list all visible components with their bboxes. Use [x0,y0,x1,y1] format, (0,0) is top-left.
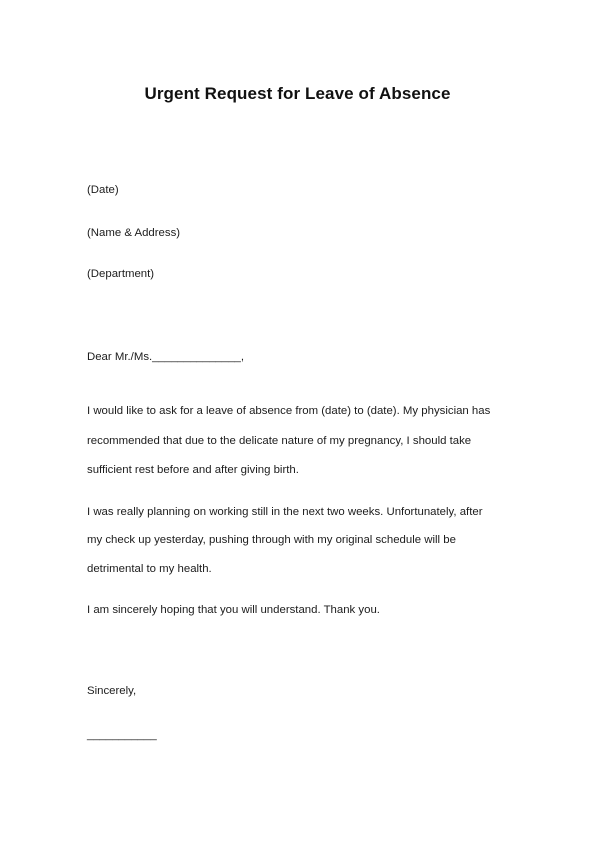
letter-title: Urgent Request for Leave of Absence [144,84,451,103]
signature-line: ___________ [87,729,157,741]
paragraph-3-line-1: I am sincerely hoping that you will understand. Thank you. [87,604,380,616]
paragraph-1-line-2: recommended that due to the delicate nature of my pregnancy, I should take [87,435,472,447]
paragraph-1-line-1: I would like to ask for a leave of absence from (date) to (date). My physician has [87,405,491,417]
paragraph-2-line-1: I was really planning on working still in the next two weeks. Unfortunately, after [87,506,483,518]
department-field: (Department) [87,268,155,280]
paragraph-2-line-3: detrimental to my health. [87,563,212,575]
date-field: (Date) [87,184,119,196]
paragraph-2-line-2: my check up yesterday, pushing through with my original schedule will be [87,534,456,546]
closing: Sincerely, [87,685,137,697]
salutation: Dear Mr./Ms.______________, [87,351,245,363]
paragraph-1-line-3: sufficient rest before and after giving birth. [87,464,299,476]
name-address-field: (Name & Address) [87,227,181,239]
